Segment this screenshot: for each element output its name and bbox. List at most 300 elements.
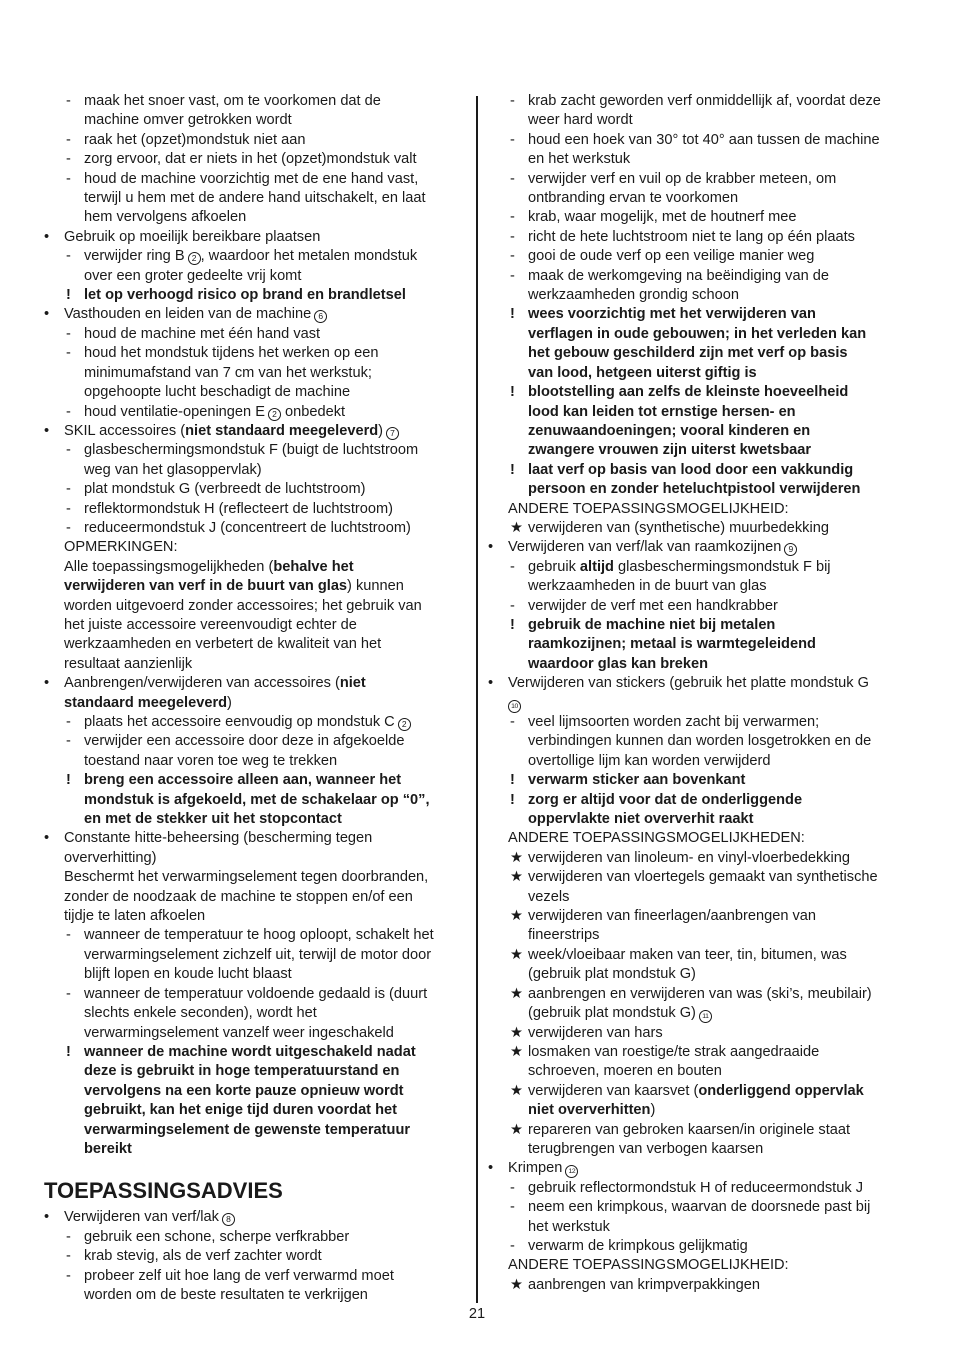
text-run: fineerstrips <box>528 927 600 944</box>
text-run: (gebruik plat mondstuk G) <box>528 1005 696 1022</box>
list-marker: • <box>44 306 50 323</box>
line-text <box>44 228 466 247</box>
text-line <box>44 150 466 169</box>
line-text <box>44 985 466 1004</box>
text-run: Krimpen <box>508 1160 563 1177</box>
text-line <box>488 1062 912 1081</box>
text-run: Verwijderen van verf/lak van raamkozijnen <box>508 539 782 556</box>
text-run: glasbeschermingsmondstuk F (buigt de luchtstroom <box>84 442 419 459</box>
right-column <box>488 92 912 1295</box>
text-run: ) <box>227 694 232 711</box>
text-line <box>488 946 912 965</box>
text-run: Verwijderen van verf/lak <box>64 1209 219 1226</box>
list-marker: - <box>66 519 71 536</box>
text-line <box>488 1101 912 1120</box>
text-line <box>44 170 466 189</box>
line-text <box>488 1024 912 1043</box>
text-line <box>44 655 466 674</box>
text-run: het werkstuk <box>528 1218 610 1235</box>
text-run: raak het (opzet)mondstuk niet aan <box>84 131 306 148</box>
list-marker: ★ <box>510 849 524 866</box>
bold-text-run: standaard meegeleverd <box>64 694 228 711</box>
text-run: lood kan leiden tot ernstige hersen- en <box>528 403 796 420</box>
text-run: krab zacht geworden verf onmiddellijk af, voordat deze <box>528 93 881 109</box>
line-text <box>44 907 466 926</box>
text-run: krab, waar mogelijk, met de houtnerf mee <box>528 209 797 226</box>
line-text <box>488 558 912 577</box>
text-line <box>44 558 466 577</box>
bold-text-run: niet standaard meegeleverd <box>185 422 379 439</box>
line-text <box>44 635 466 654</box>
line-text <box>44 92 466 111</box>
text-run: worden om de beste resultaten te verkrijgen <box>84 1286 368 1303</box>
line-text <box>488 131 912 150</box>
text-run: ANDERE TOEPASSINGSMOGELIJKHEID: <box>508 1257 789 1274</box>
list-marker: ★ <box>510 869 524 886</box>
text-line <box>488 791 912 810</box>
text-line <box>44 791 466 810</box>
list-marker: ! <box>66 1043 71 1060</box>
text-line <box>44 1024 466 1043</box>
text-run: vezels <box>528 888 570 905</box>
list-marker: ★ <box>510 908 524 925</box>
list-marker: - <box>510 1199 515 1216</box>
text-line <box>44 713 466 732</box>
text-line <box>44 985 466 1004</box>
text-run: veel lijmsoorten worden zacht bij verwarmen; <box>528 714 820 730</box>
line-text <box>44 674 466 693</box>
list-marker: • <box>44 675 50 692</box>
line-text <box>488 325 912 344</box>
text-line <box>488 403 912 422</box>
text-run: weer hard wordt <box>528 112 633 129</box>
line-text <box>488 597 912 616</box>
text-line <box>488 1121 912 1140</box>
list-marker: - <box>66 500 71 517</box>
text-line <box>44 926 466 945</box>
line-text <box>488 694 912 713</box>
line-text <box>488 752 912 771</box>
line-text <box>488 383 912 402</box>
list-marker: ★ <box>510 1276 524 1293</box>
line-text <box>488 1159 912 1178</box>
list-marker: ★ <box>510 1082 524 1099</box>
figure-reference-circle: 11 <box>699 1010 712 1023</box>
text-line <box>488 868 912 887</box>
text-line <box>488 752 912 771</box>
text-run: overtollige lijm kan worden verwijderd <box>528 752 771 769</box>
line-text <box>488 480 912 499</box>
text-run: houd ventilatie-openingen E <box>84 403 265 420</box>
list-marker: - <box>510 248 515 265</box>
text-run: verwarm sticker aan bovenkant <box>528 772 746 789</box>
text-run: en het werkstuk <box>528 151 631 168</box>
list-marker: ! <box>66 287 71 304</box>
text-run: blootstelling aan zelfs de kleinste hoeveelheid <box>528 384 849 401</box>
list-marker: ★ <box>510 1024 524 1041</box>
text-run: zorg er altijd voor dat de onderliggende <box>528 791 803 808</box>
text-run: schroeven, moeren en bouten <box>528 1063 722 1080</box>
line-text <box>44 519 466 538</box>
line-text <box>44 111 466 130</box>
list-marker: ★ <box>510 1121 524 1138</box>
text-line <box>44 111 466 130</box>
line-text <box>44 422 466 441</box>
line-text <box>488 208 912 227</box>
figure-reference-circle: 2 <box>268 408 281 421</box>
text-run: gebruik een schone, scherpe verfkrabber <box>84 1228 350 1245</box>
text-line <box>44 422 466 441</box>
text-line <box>488 500 912 519</box>
bold-text-run: behalve het <box>273 558 354 575</box>
line-text <box>44 868 466 887</box>
line-text <box>44 305 466 324</box>
list-marker: - <box>66 714 71 730</box>
line-text <box>44 1267 466 1286</box>
text-run: persoon en zonder heteluchtpistool verwijderen <box>528 481 861 498</box>
list-marker: - <box>66 325 71 342</box>
text-line <box>488 771 912 790</box>
text-run: breng een accessoire alleen aan, wanneer het <box>84 772 402 789</box>
line-text <box>488 810 912 829</box>
text-line <box>488 907 912 926</box>
line-text <box>44 752 466 771</box>
text-run: bereikt <box>84 1140 132 1157</box>
text-line <box>488 1159 912 1178</box>
text-line <box>44 1043 466 1062</box>
line-text <box>44 344 466 363</box>
line-text <box>488 344 912 363</box>
line-text <box>488 926 912 945</box>
line-text <box>44 655 466 674</box>
line-text <box>44 1062 466 1081</box>
text-run: , waardoor het metalen mondstuk <box>200 248 418 265</box>
text-run: over een groter gedeelte vrij komt <box>84 267 302 284</box>
text-line <box>44 403 466 422</box>
text-line <box>44 1121 466 1140</box>
text-line <box>488 1140 912 1159</box>
text-line <box>44 92 466 111</box>
text-line <box>488 1198 912 1217</box>
line-text <box>488 247 912 266</box>
line-text <box>488 1276 912 1295</box>
line-text <box>488 441 912 460</box>
text-run: ) <box>378 422 384 439</box>
figure-reference-circle: 7 <box>386 427 399 440</box>
text-line <box>44 208 466 227</box>
text-line <box>44 888 466 907</box>
text-run: verflagen in oude gebouwen; in het verleden kan <box>528 325 867 342</box>
text-line <box>44 635 466 654</box>
list-marker: - <box>66 1228 71 1245</box>
figure-reference-circle: 12 <box>565 1165 578 1178</box>
text-run: werkzaamheden in de buurt van glas <box>528 578 767 595</box>
text-run: reduceermondstuk J (concentreert de luchtstroom) <box>84 519 411 536</box>
text-line <box>488 247 912 266</box>
line-text <box>488 965 912 984</box>
line-text <box>488 888 912 907</box>
text-line <box>44 694 466 713</box>
line-text <box>488 1101 912 1120</box>
line-text <box>488 1004 912 1023</box>
text-line <box>44 946 466 965</box>
line-text <box>44 965 466 984</box>
bold-text-run: altijd <box>579 558 614 575</box>
line-text <box>44 1082 466 1101</box>
line-text <box>488 771 912 790</box>
list-marker: ★ <box>510 1043 524 1060</box>
text-line <box>488 111 912 130</box>
text-run: verwijder verf en vuil op de krabber meteen, om <box>528 170 837 187</box>
text-line <box>488 1082 912 1101</box>
text-line <box>488 965 912 984</box>
line-text <box>44 441 466 460</box>
list-marker: ! <box>510 772 515 789</box>
line-text <box>44 946 466 965</box>
text-run: ANDERE TOEPASSINGSMOGELIJKHEID: <box>508 500 789 517</box>
text-run: werkzaamheden en verbetert de kwaliteit van het <box>64 636 382 653</box>
line-text <box>44 1208 466 1227</box>
line-text <box>488 500 912 519</box>
list-marker: ! <box>510 306 515 323</box>
list-marker: - <box>510 131 515 148</box>
line-text <box>488 1082 912 1101</box>
text-run: terwijl u hem met de andere hand uitschakelt, en laat <box>84 190 426 207</box>
section-heading: TOEPASSINGSADVIES <box>44 1178 283 1204</box>
line-text <box>488 868 912 887</box>
text-line <box>44 247 466 266</box>
line-text <box>44 1101 466 1120</box>
text-run: aanbrengen en verwijderen van was (ski’s, meubilair) <box>528 985 872 1002</box>
text-line <box>488 325 912 344</box>
text-run: verwarmingselement vanzelf weer ingeschakeld <box>84 1024 394 1041</box>
list-marker: ★ <box>510 519 524 536</box>
text-line <box>44 519 466 538</box>
text-run: wanneer de machine wordt uitgeschakeld nadat <box>84 1043 416 1060</box>
line-text <box>488 538 912 557</box>
line-text <box>44 500 466 519</box>
text-run: zorg ervoor, dat er niets in het (opzet)mondstuk valt <box>84 151 417 168</box>
text-run: SKIL accessoires ( <box>64 422 186 439</box>
text-line <box>488 888 912 907</box>
line-text <box>488 985 912 1004</box>
text-run: hem vervolgens afkoelen <box>84 209 247 226</box>
text-line <box>488 597 912 616</box>
text-line <box>44 228 466 247</box>
text-run: het juiste accessoire vereenvoudigt echter de <box>64 616 357 633</box>
line-text <box>44 364 466 383</box>
line-text <box>44 810 466 829</box>
text-line <box>488 655 912 674</box>
text-line <box>44 325 466 344</box>
text-run: blijft lopen en koude lucht blaast <box>84 966 292 983</box>
text-run: verwijderen van hars <box>528 1024 663 1041</box>
text-line <box>488 558 912 577</box>
text-line <box>44 538 466 557</box>
text-run: zonder de noodzaak de machine te stoppen en/of een <box>64 888 413 905</box>
list-marker: - <box>66 151 71 168</box>
line-text <box>488 170 912 189</box>
text-line <box>44 383 466 402</box>
text-line <box>44 1082 466 1101</box>
text-run: Aanbrengen/verwijderen van accessoires ( <box>64 675 340 692</box>
line-text <box>488 829 912 848</box>
text-run: richt de hete luchtstroom niet te lang op één plaats <box>528 228 855 245</box>
list-marker: ! <box>510 384 515 401</box>
text-run: houd het mondstuk tijdens het werken op een <box>84 345 379 362</box>
line-text <box>44 1140 466 1159</box>
left-column <box>44 92 466 1305</box>
list-marker: - <box>510 1179 515 1196</box>
column-divider <box>476 96 478 1303</box>
bold-text-run: verwijderen van verf in de buurt van glas <box>64 578 348 595</box>
line-text <box>44 771 466 790</box>
line-text <box>488 1062 912 1081</box>
line-text <box>488 791 912 810</box>
line-text <box>44 1024 466 1043</box>
text-run: verbindingen kunnen dan worden losgetrokken en de <box>528 733 872 750</box>
text-run: maak het snoer vast, om te voorkomen dat de <box>84 93 381 109</box>
text-line <box>488 1237 912 1256</box>
text-line <box>488 131 912 150</box>
text-run: machine omver getrokken wordt <box>84 112 292 129</box>
text-run: houd een hoek van 30° tot 40° aan tussen de machine <box>528 131 880 148</box>
list-marker: - <box>66 1248 71 1265</box>
text-line <box>488 635 912 654</box>
text-run: werkzaamheden grondig schoon <box>528 287 739 304</box>
text-run: (gebruik plat mondstuk G) <box>528 966 696 983</box>
line-text <box>44 829 466 848</box>
text-line <box>44 1267 466 1286</box>
text-line <box>488 208 912 227</box>
line-text <box>44 403 466 422</box>
text-line <box>488 538 912 557</box>
line-text <box>44 1121 466 1140</box>
text-line <box>488 480 912 499</box>
text-line <box>488 694 912 713</box>
line-text <box>44 577 466 596</box>
text-line <box>488 1179 912 1198</box>
text-line <box>488 1024 912 1043</box>
list-marker: • <box>488 1160 494 1177</box>
line-text <box>44 1247 466 1266</box>
list-marker: - <box>66 345 71 362</box>
line-text <box>44 150 466 169</box>
list-marker: - <box>510 209 515 226</box>
text-line <box>44 907 466 926</box>
line-text <box>44 713 466 732</box>
line-text <box>488 849 912 868</box>
line-text <box>44 926 466 945</box>
list-marker: - <box>66 1267 71 1284</box>
line-text <box>488 1179 912 1198</box>
text-run: let op verhoogd risico op brand en brandletsel <box>84 287 406 304</box>
text-run: het gebouw geschilderd zijn met verf op basis <box>528 345 848 362</box>
text-run: verwijder een accessoire door deze in afgekoelde <box>84 733 405 750</box>
text-run: zwangere vrouwen zijn uiterst kwetsbaar <box>528 442 812 459</box>
line-text <box>488 674 912 693</box>
line-text <box>488 577 912 596</box>
text-line <box>44 1140 466 1159</box>
figure-reference-circle: 10 <box>508 700 521 713</box>
bold-text-run: niet oververhitten <box>528 1102 651 1119</box>
text-run: oppervlakte niet oververhit raakt <box>528 811 754 828</box>
list-marker: - <box>66 93 71 109</box>
text-line <box>488 1256 912 1275</box>
figure-reference-circle: 6 <box>314 310 327 323</box>
text-line <box>488 577 912 596</box>
text-run: houd de machine met één hand vast <box>84 325 321 342</box>
text-line <box>488 344 912 363</box>
text-run: wanneer de temperatuur voldoende gedaald is (duurt <box>84 985 428 1002</box>
line-text <box>488 1140 912 1159</box>
text-run: verwarmingselement de gewenste temperatuur <box>84 1121 411 1138</box>
text-run: terugbrengen van verbogen kaarsen <box>528 1140 764 1157</box>
list-marker: ★ <box>510 985 524 1002</box>
text-line <box>488 92 912 111</box>
text-run: Beschermt het verwarmingselement tegen doorbranden, <box>64 869 429 886</box>
line-text <box>488 732 912 751</box>
text-run: wanneer de temperatuur te hoog oploopt, schakelt het <box>84 927 434 944</box>
text-line <box>44 461 466 480</box>
list-marker: • <box>488 675 494 692</box>
text-run: maak de werkomgeving na beëindiging van de <box>528 267 829 284</box>
text-run: tijdje te laten afkoelen <box>64 908 206 925</box>
line-text <box>44 849 466 868</box>
text-line <box>488 422 912 441</box>
list-marker: - <box>66 248 71 265</box>
line-text <box>44 558 466 577</box>
text-run: verwijderen van vloertegels gemaakt van synthetische <box>528 869 878 886</box>
line-text <box>488 228 912 247</box>
text-run: minimumafstand van 7 cm van het werkstuk; <box>84 364 372 381</box>
line-text <box>488 519 912 538</box>
line-text <box>44 694 466 713</box>
text-run: week/vloeibaar maken van teer, tin, bitumen, was <box>528 946 847 963</box>
line-text <box>44 325 466 344</box>
line-text <box>44 131 466 150</box>
line-text <box>488 150 912 169</box>
list-marker: - <box>510 228 515 245</box>
line-text <box>44 286 466 305</box>
text-run: gebruik de machine niet bij metalen <box>528 616 776 633</box>
text-line <box>488 267 912 286</box>
list-marker: - <box>510 558 515 575</box>
line-text <box>488 713 912 732</box>
text-line <box>488 1276 912 1295</box>
list-marker: - <box>510 597 515 614</box>
list-marker: - <box>510 170 515 187</box>
line-text <box>488 1237 912 1256</box>
figure-reference-circle: 9 <box>784 543 797 556</box>
text-run: ANDERE TOEPASSINGSMOGELIJKHEDEN: <box>508 830 805 847</box>
text-run: gooi de oude verf op een veilige manier weg <box>528 248 815 265</box>
text-line <box>44 189 466 208</box>
list-marker: - <box>510 267 515 284</box>
text-run: onbedekt <box>280 403 346 420</box>
text-run: verwarmingselement zichzelf uit, terwijl de motor door <box>84 946 432 963</box>
line-text <box>44 383 466 402</box>
line-text <box>44 732 466 751</box>
text-run: plaats het accessoire eenvoudig op mondstuk C <box>84 714 395 730</box>
bold-text-run: niet <box>339 675 366 692</box>
list-marker: ★ <box>510 946 524 963</box>
line-text <box>488 422 912 441</box>
text-run: gebruikt, kan het enige tijd duren voordat het <box>84 1102 397 1119</box>
line-text <box>488 286 912 305</box>
line-text <box>488 364 912 383</box>
text-run: slechts enkele seconden), wordt het <box>84 1005 317 1022</box>
